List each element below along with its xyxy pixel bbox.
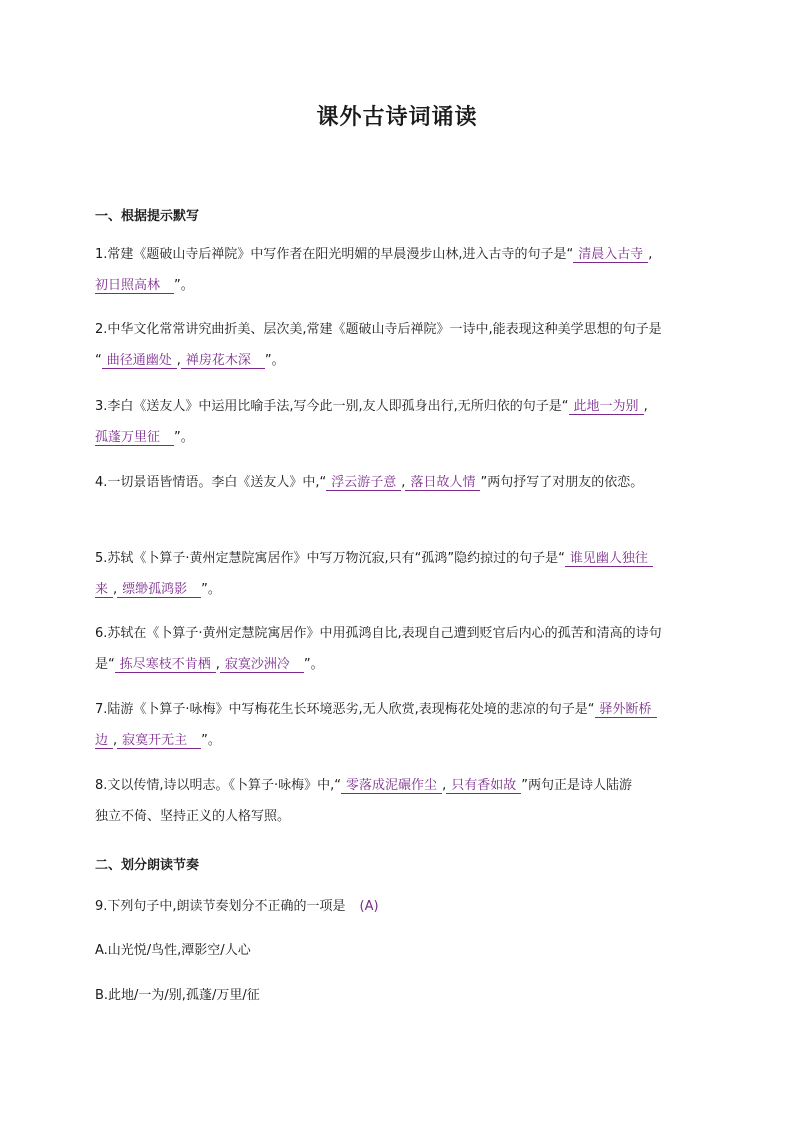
answer-blank: 浮云游子意 — [326, 475, 401, 491]
answer-blank: 驿外断桥 — [595, 702, 657, 718]
answer-blank: 孤蓬万里征 — [95, 430, 174, 446]
question-2-line-2: “ 曲径通幽处 , 禅房花木深 ”。 — [95, 353, 285, 368]
question-4-line-1: 4.一切景语皆情语。李白《送友人》中,“ 浮云游子意 , 落日故人情 ”两句抒写了对朋友的依恋。 — [95, 475, 644, 490]
answer-blank: 寂寞开无主 — [117, 733, 201, 749]
question-7-line-2: 边 , 寂寞开无主 ”。 — [95, 733, 221, 748]
question-2-line-1: 2.中华文化常常讲究曲折美、层次美,常建《题破山寺后禅院》一诗中,能表现这种美学思想的句子是 — [95, 322, 662, 337]
answer-blank: 禅房花木深 — [181, 353, 265, 369]
question-6-line-2: 是“ 拣尽寒枝不肯栖 , 寂寞沙洲冷 ”。 — [95, 657, 324, 672]
answer-choice: (A) — [359, 899, 379, 914]
question-8-line-1: 8.文以传情,诗以明志。《卜算子·咏梅》中,“ 零落成泥碾作尘 , 只有香如故 ”两句正是诗人陆游 — [95, 778, 632, 793]
answer-blank: 初日照高林 — [95, 278, 174, 294]
question-5-line-2: 来 , 缥缈孤鸿影 ”。 — [95, 582, 221, 597]
question-1-line-2: 初日照高林 ”。 — [95, 278, 194, 293]
answer-blank: 曲径通幽处 — [102, 353, 177, 369]
answer-blank: 寂寞沙洲冷 — [220, 657, 304, 673]
question-1-line-1: 1.常建《题破山寺后禅院》中写作者在阳光明媚的早晨漫步山林,进入古寺的句子是“ 清晨入古寺 , — [95, 247, 653, 262]
answer-blank: 落日故人情 — [405, 475, 480, 491]
answer-blank: 边 — [95, 733, 113, 749]
answer-blank: 零落成泥碾作尘 — [341, 778, 442, 794]
question-8-line-2: 独立不倚、坚持正义的人格写照。 — [95, 809, 291, 824]
answer-blank: 谁见幽人独往 — [565, 551, 653, 567]
question-7-line-1: 7.陆游《卜算子·咏梅》中写梅花生长环境恶劣,无人欣赏,表现梅花处境的悲凉的句子是“ 驿外断桥 — [95, 701, 657, 719]
answer-blank: 只有香如故 — [446, 778, 521, 794]
page-title: 课外古诗词诵读 — [316, 104, 478, 130]
section-heading-rhythm: 二、划分朗读节奏 — [95, 858, 200, 873]
option-b: B.此地/一为/别,孤蓬/万里/征 — [95, 988, 260, 1003]
option-a: A.山光悦/鸟性,潭影空/人心 — [95, 943, 251, 958]
question-9-stem: 9.下列句子中,朗读节奏划分不正确的一项是 (A) — [95, 899, 379, 914]
question-3-line-2: 孤蓬万里征 ”。 — [95, 430, 194, 445]
question-6-line-1: 6.苏轼在《卜算子·黄州定慧院寓居作》中用孤鸿自比,表现自己遭到贬官后内心的孤苦和清高的诗句 — [95, 626, 662, 641]
question-3-line-1: 3.李白《送友人》中运用比喻手法,写今此一别,友人即孤身出行,无所归依的句子是“ 此地一为别 , — [95, 399, 648, 414]
answer-blank: 此地一为别 — [569, 399, 644, 415]
question-5-line-1: 5.苏轼《卜算子·黄州定慧院寓居作》中写万物沉寂,只有“孤鸿”隐约掠过的句子是“ 谁见幽人独往 — [95, 550, 653, 568]
section-heading-dictation: 一、根据提示默写 — [95, 209, 200, 224]
answer-blank: 来 — [95, 582, 113, 598]
answer-blank: 缥缈孤鸿影 — [117, 582, 201, 598]
answer-blank: 清晨入古寺 — [573, 247, 648, 263]
answer-blank: 拣尽寒枝不肯栖 — [115, 657, 216, 673]
